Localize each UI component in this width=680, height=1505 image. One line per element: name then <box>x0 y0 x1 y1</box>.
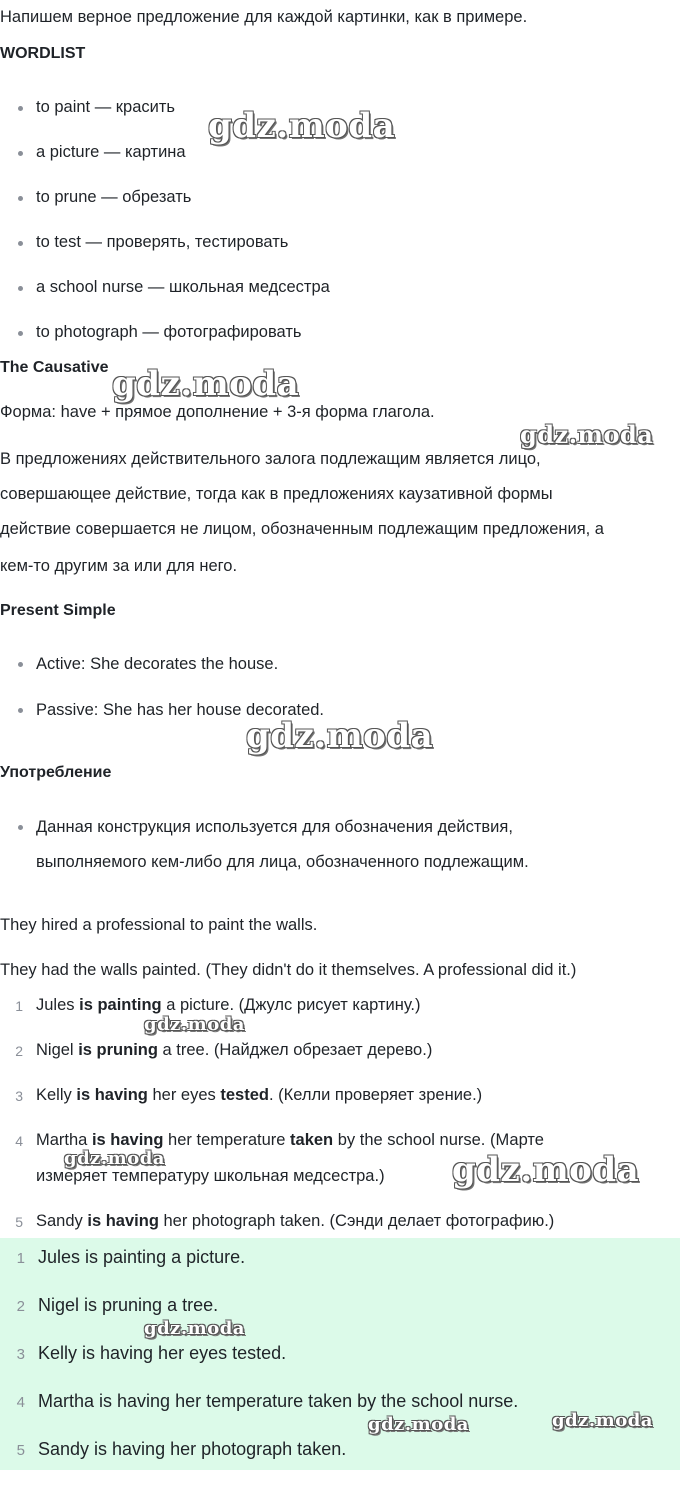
answer-item: Kelly is having her eyes tested. <box>38 1343 287 1363</box>
solution-item: Kelly is having her eyes tested. (Келли проверяет зрение.) <box>36 1086 483 1104</box>
list-item: to paint — красить <box>36 98 175 116</box>
answer-item: Jules is painting a picture. <box>38 1247 246 1267</box>
bullet-icon <box>18 106 23 111</box>
item-number: 3 <box>15 1088 23 1104</box>
watermark-logo: gdz.moda <box>452 1150 640 1190</box>
list-item: to photograph — фотографировать <box>36 323 302 341</box>
item-number: 4 <box>16 1394 25 1411</box>
watermark-logo: gdz.moda <box>64 1148 165 1169</box>
item-number: 1 <box>15 998 23 1014</box>
example-sentence: They had the walls painted. (They didn't do it themselves. A professional did it.) <box>0 961 577 979</box>
list-item: to test — проверять, тестировать <box>36 233 289 251</box>
watermark-logo: gdz.moda <box>208 106 396 146</box>
causative-heading: The Causative <box>0 359 109 376</box>
causative-text-line: кем-то другим за или для него. <box>0 557 238 575</box>
intro-text: Напишем верное предложение для каждой картинки, как в примере. <box>0 8 528 26</box>
watermark-logo: gdz.moda <box>246 716 434 756</box>
solution-item-continued: измеряет температуру школьная медсестра.) <box>36 1167 385 1185</box>
bullet-icon <box>18 241 23 246</box>
item-number: 2 <box>16 1298 25 1315</box>
bullet-icon <box>18 151 23 156</box>
watermark-logo: gdz.moda <box>144 1014 245 1035</box>
list-item: a school nurse — школьная медсестра <box>36 278 330 296</box>
example-sentence: They hired a professional to paint the walls. <box>0 916 318 934</box>
bullet-icon <box>18 196 23 201</box>
bullet-icon <box>18 708 23 713</box>
item-number: 4 <box>15 1133 23 1149</box>
present-simple-heading: Present Simple <box>0 602 116 619</box>
list-item: Passive: She has her house decorated. <box>36 701 325 719</box>
solution-item: Nigel is pruning a tree. (Найджел обрезает дерево.) <box>36 1041 433 1059</box>
answer-item: Martha is having her temperature taken by the school nurse. <box>38 1391 519 1411</box>
bullet-icon <box>18 331 23 336</box>
item-number: 3 <box>16 1346 25 1363</box>
watermark-logo: gdz.moda <box>112 364 300 404</box>
list-item: Active: She decorates the house. <box>36 655 279 673</box>
causative-text-line: В предложениях действительного залога подлежащим является лицо, <box>0 450 541 468</box>
usage-text-line: выполняемого кем-либо для лица, обозначенного подлежащим. <box>36 853 529 871</box>
answer-item: Sandy is having her photograph taken. <box>38 1439 347 1459</box>
causative-text-line: действие совершается не лицом, обозначенным подлежащим предложения, а <box>0 520 604 538</box>
item-number: 5 <box>15 1214 23 1230</box>
causative-form: Форма: have + прямое дополнение + 3-я форма глагола. <box>0 403 435 421</box>
solution-item: Jules is painting a picture. (Джулс рисует картину.) <box>36 996 421 1014</box>
list-item: a picture — картина <box>36 143 186 161</box>
watermark-logo: gdz.moda <box>552 1410 653 1431</box>
wordlist-heading: WORDLIST <box>0 45 86 62</box>
causative-text-line: совершающее действие, тогда как в предложениях каузативной формы <box>0 485 553 503</box>
usage-text-line: Данная конструкция используется для обозначения действия, <box>36 818 513 836</box>
solution-item: Martha is having her temperature taken by the school nurse. (Марте <box>36 1131 544 1149</box>
watermark-logo: gdz.moda <box>520 420 654 449</box>
answer-item: Nigel is pruning a tree. <box>38 1295 219 1315</box>
list-item: to prune — обрезать <box>36 188 192 206</box>
item-number: 2 <box>15 1043 23 1059</box>
bullet-icon <box>18 825 23 830</box>
usage-heading: Употребление <box>0 764 112 781</box>
watermark-logo: gdz.moda <box>368 1414 469 1435</box>
solution-item: Sandy is having her photograph taken. (Сэнди делает фотографию.) <box>36 1212 555 1230</box>
watermark-logo: gdz.moda <box>144 1318 245 1339</box>
item-number: 5 <box>16 1442 25 1459</box>
item-number: 1 <box>16 1250 25 1267</box>
bullet-icon <box>18 662 23 667</box>
answers-panel <box>0 1238 680 1470</box>
bullet-icon <box>18 286 23 291</box>
